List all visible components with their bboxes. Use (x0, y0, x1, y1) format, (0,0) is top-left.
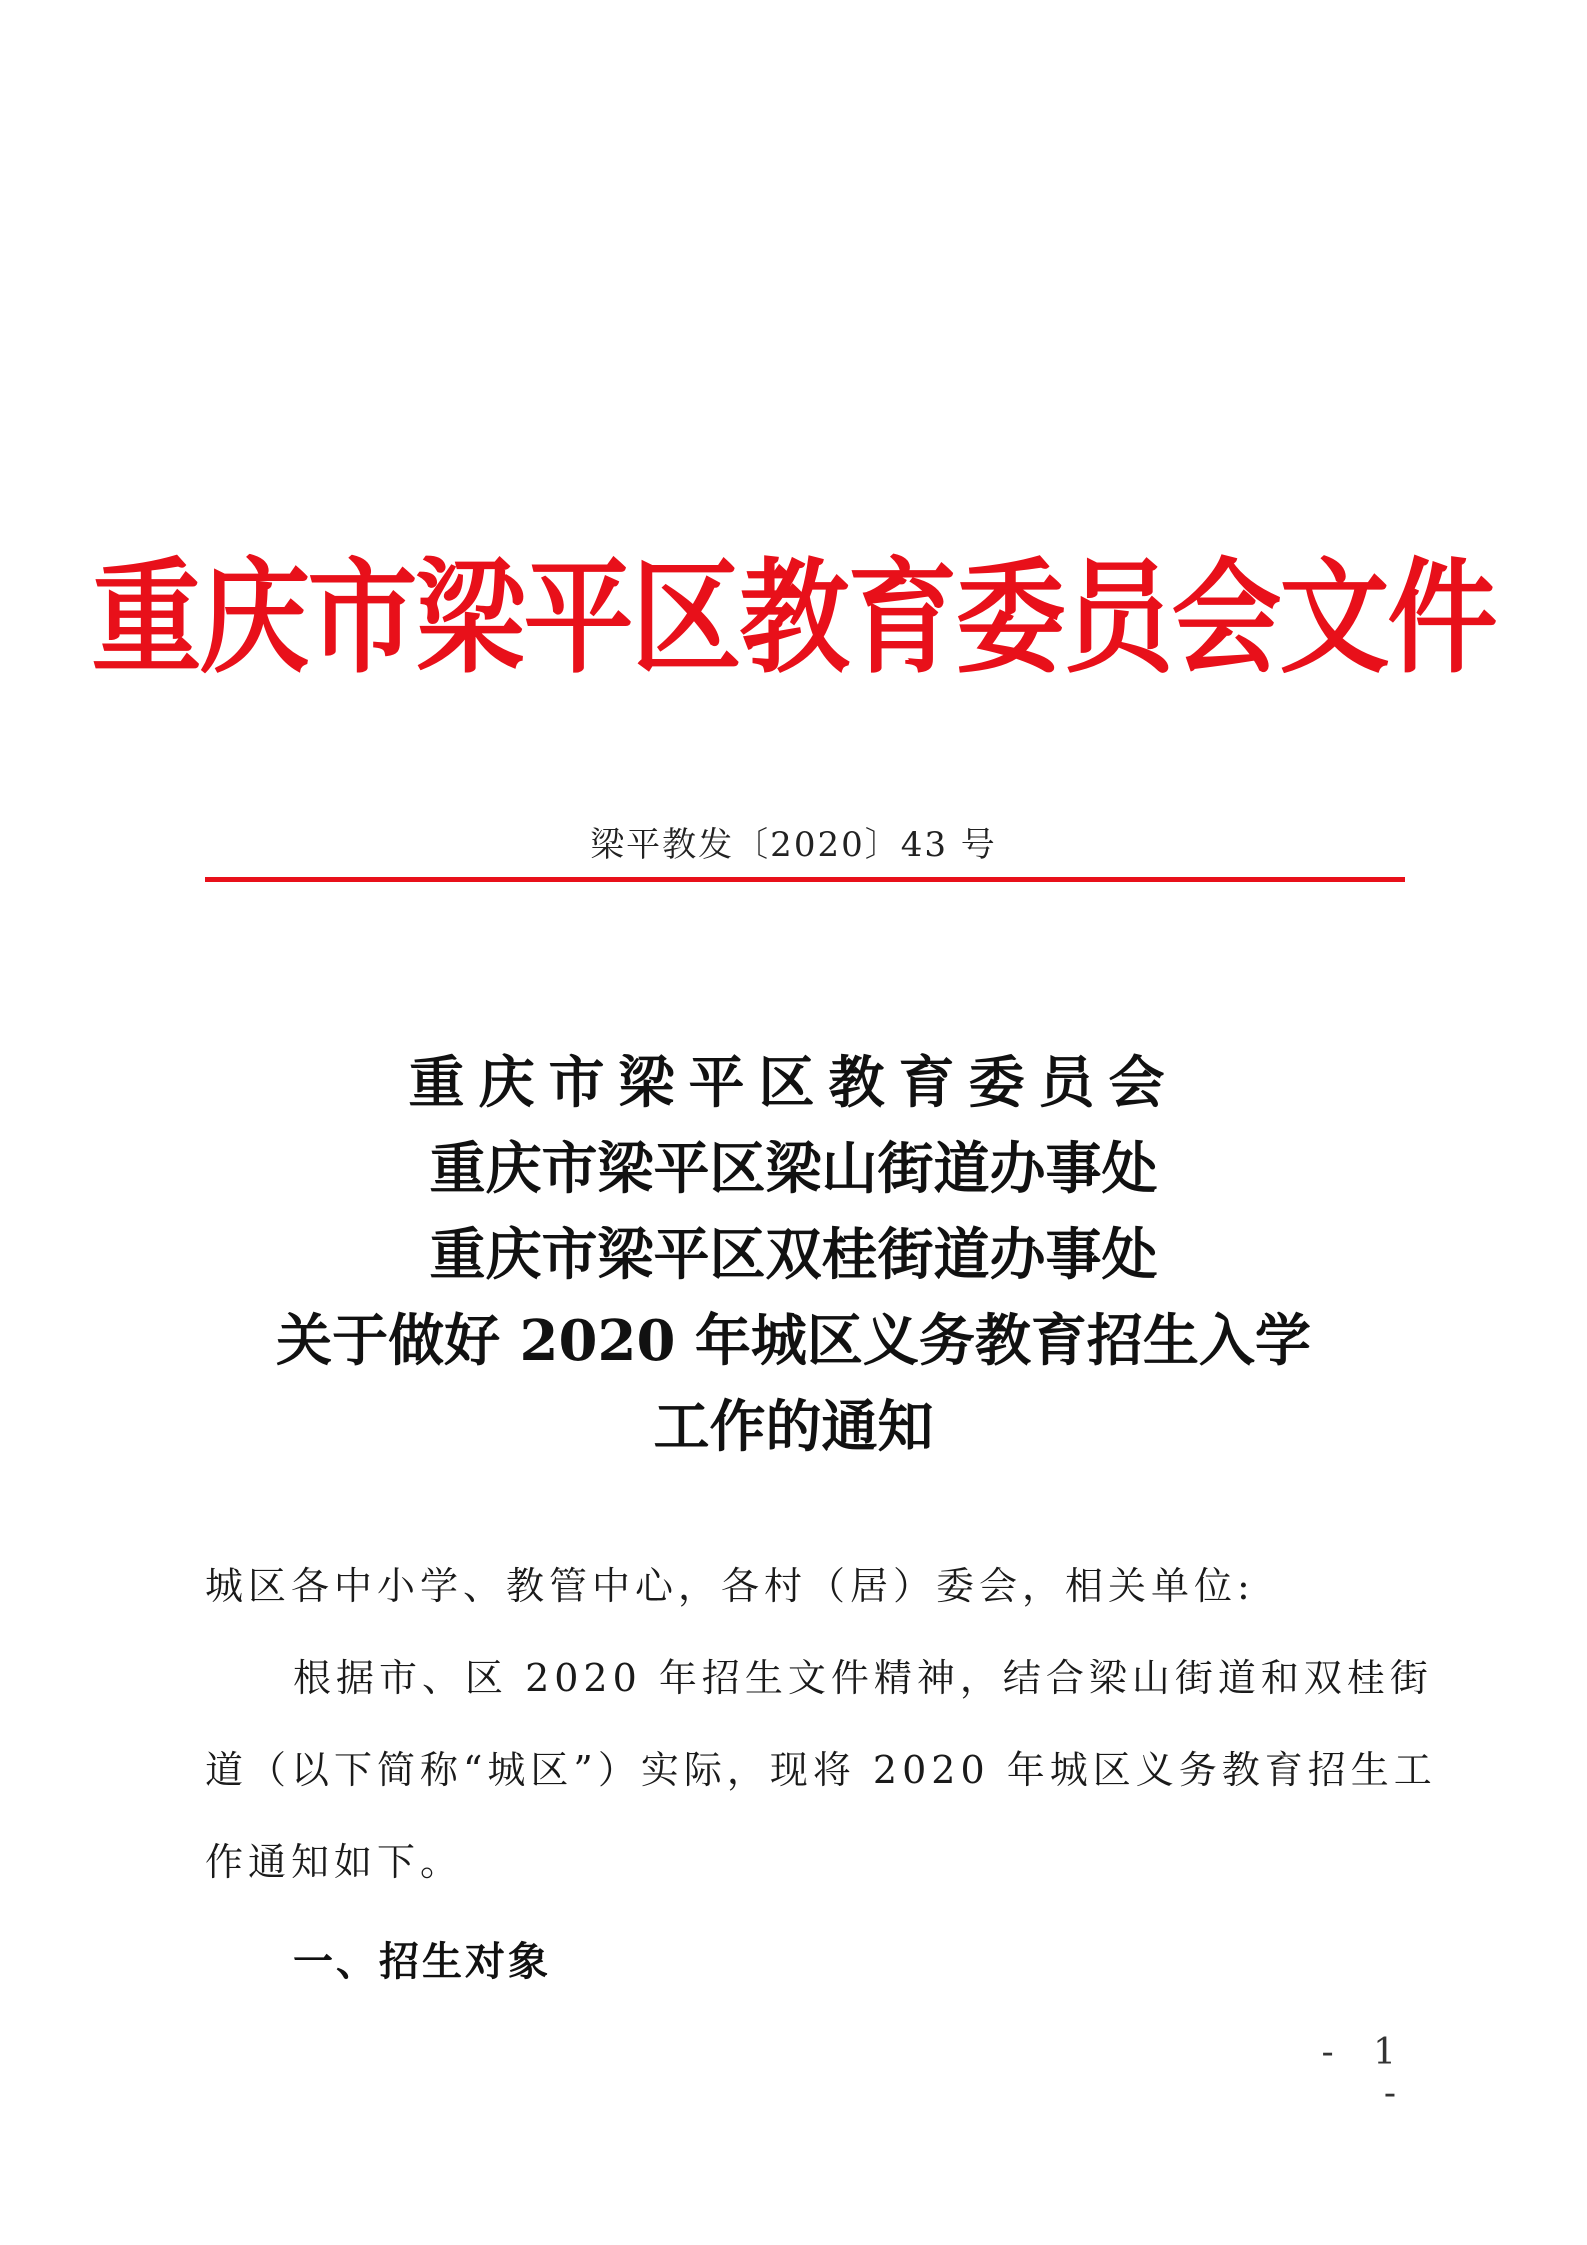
page-number: - 1 - (1321, 2032, 1410, 2114)
issuer-line-education-committee: 重庆市梁平区教育委员会 (408, 1050, 1179, 1116)
document-number: 梁平教发〔2020〕43 号 (590, 825, 997, 865)
paragraph-line: 根据市、区 2020 年招生文件精神，结合梁山街道和双桂街 (293, 1656, 1433, 1700)
notice-title (0, 1040, 1587, 1470)
paragraph-line: 作通知如下。 (205, 1840, 464, 1884)
red-divider-line (205, 877, 1405, 882)
issuer-line-shuanggui-office: 重庆市梁平区双桂街道办事处 (429, 1222, 1158, 1288)
notice-subject-line-end: 工作的通知 (653, 1394, 934, 1460)
section-heading: 一、招生对象 (293, 1939, 551, 1985)
document-masthead: 重庆市梁平区教育委员会文件 (91, 545, 1496, 690)
salutation: 城区各中小学、教管中心，各村（居）委会，相关单位: (205, 1564, 1255, 1608)
notice-subject-line: 关于做好 2020 年城区义务教育招生入学 (276, 1308, 1311, 1374)
document-body (205, 1540, 1437, 2008)
issuer-line-liangshan-office: 重庆市梁平区梁山街道办事处 (429, 1136, 1158, 1202)
paragraph-line: 道（以下简称“城区”）实际，现将 2020 年城区义务教育招生工 (205, 1748, 1437, 1792)
